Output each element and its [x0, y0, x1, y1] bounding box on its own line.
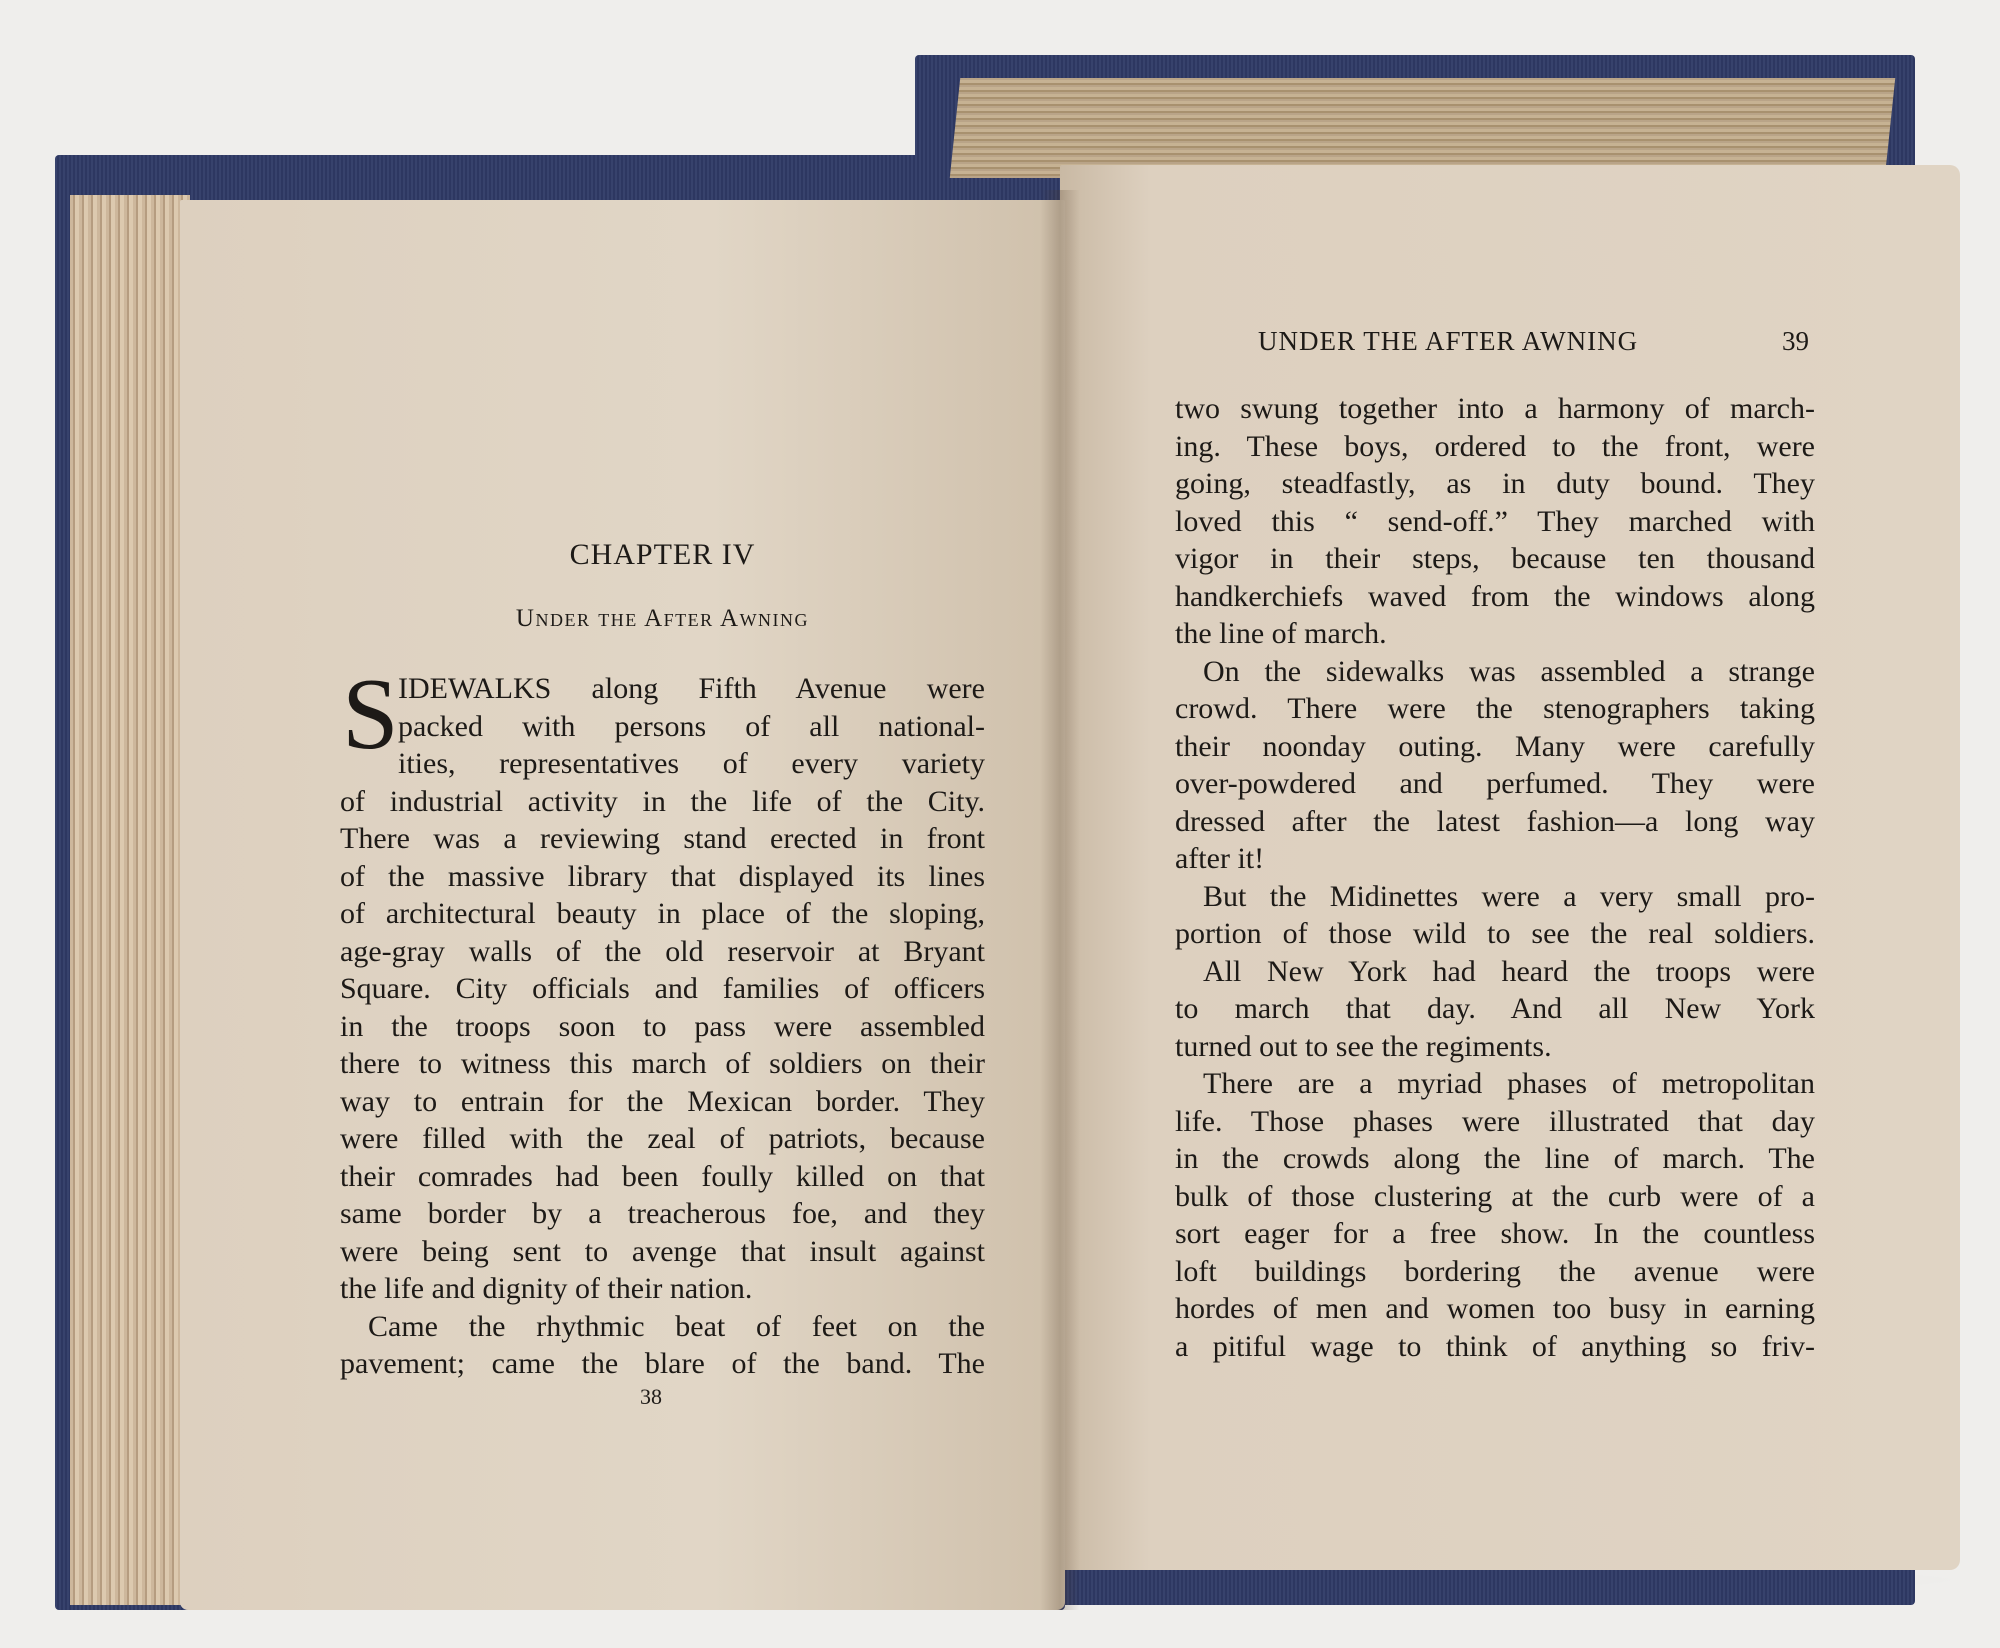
book-gutter [1040, 190, 1080, 1610]
text-line: turned out to see the regiments. [1175, 1029, 1552, 1063]
page-number-right: 39 [1782, 326, 1809, 356]
text-line: Came the rhythmic beat of feet on the [368, 1309, 985, 1343]
right-page-text [1175, 390, 1815, 1365]
running-head: UNDER THE AFTER AWNING [1258, 326, 1639, 356]
text-line: packed with persons of all national- [398, 709, 985, 743]
text-line: in the troops soon to pass were assembled [340, 1009, 985, 1043]
page-block-edge [950, 78, 1896, 178]
text-line: life. Those phases were illustrated that day [1175, 1104, 1815, 1138]
text-line: All New York had heard the troops were [1203, 954, 1815, 988]
text-line: same border by a treacherous foe, and they [340, 1197, 985, 1230]
chapter-heading: CHAPTER IV [569, 538, 756, 571]
text-line: Square. City officials and families of officers [340, 972, 985, 1005]
text-line: of industrial activity in the life of the City. [340, 784, 985, 818]
text-line: were filled with the zeal of patriots, because [340, 1122, 985, 1155]
left-page-text [340, 658, 985, 1383]
text-line: two swung together into a harmony of march- [1175, 392, 1815, 425]
text-line: There was a reviewing stand erected in front [340, 822, 985, 855]
text-line: portion of those wild to see the real soldiers. [1175, 917, 1815, 950]
page-number-left: 38 [640, 1384, 662, 1409]
text-line: going, steadfastly, as in duty bound. They [1175, 467, 1815, 500]
text-line: there to witness this march of soldiers on their [340, 1047, 985, 1080]
text-line: crowd. There were the stenographers taking [1175, 692, 1815, 725]
text-line: in the crowds along the line of march. The [1175, 1142, 1815, 1175]
text-line: age-gray walls of the old reservoir at Bryant [340, 934, 985, 968]
text-line: the life and dignity of their nation. [340, 1272, 753, 1305]
text-line: loved this “ send-off.” They marched with [1175, 504, 1815, 538]
text-line: IDEWALKS along Fifth Avenue were [398, 672, 985, 705]
text-line: sort eager for a free show. In the countless [1175, 1217, 1815, 1250]
text-line: hordes of men and women too busy in earning [1175, 1292, 1815, 1325]
text-line: over-powdered and perfumed. They were [1175, 767, 1815, 800]
chapter-subtitle: Under the After Awning [515, 605, 810, 632]
text-line: of architectural beauty in place of the sloping, [340, 897, 985, 930]
text-line: of the massive library that displayed its lines [340, 859, 985, 893]
text-line: their comrades had been foully killed on that [340, 1159, 985, 1193]
text-line: vigor in their steps, because ten thousand [1175, 542, 1815, 575]
text-line: pavement; came the blare of the band. The [340, 1347, 985, 1380]
text-line: loft buildings bordering the avenue were [1175, 1254, 1815, 1288]
text-line: handkerchiefs waved from the windows along [1175, 579, 1815, 613]
text-line: after it! [1175, 842, 1265, 875]
text-line: bulk of those clustering at the curb were of a [1175, 1179, 1815, 1213]
text-line: a pitiful wage to think of anything so friv- [1175, 1329, 1815, 1363]
text-line: There are a myriad phases of metropolitan [1203, 1067, 1815, 1100]
text-line: way to entrain for the Mexican border. They [340, 1084, 985, 1118]
text-line: ing. These boys, ordered to the front, were [1175, 429, 1815, 463]
text-line: dressed after the latest fashion—a long way [1175, 804, 1815, 838]
text-line: to march that day. And all New York [1175, 992, 1815, 1025]
text-line: the line of march. [1175, 617, 1387, 650]
text-line: were being sent to avenge that insult against [340, 1234, 985, 1268]
drop-cap: S [342, 658, 399, 771]
text-line: But the Midinettes were a very small pro- [1203, 879, 1815, 913]
fore-edge-pages [70, 195, 190, 1605]
text-line: their noonday outing. Many were carefully [1175, 729, 1815, 763]
text-line: On the sidewalks was assembled a strange [1203, 654, 1815, 688]
text-line: ities, representatives of every variety [398, 747, 985, 780]
